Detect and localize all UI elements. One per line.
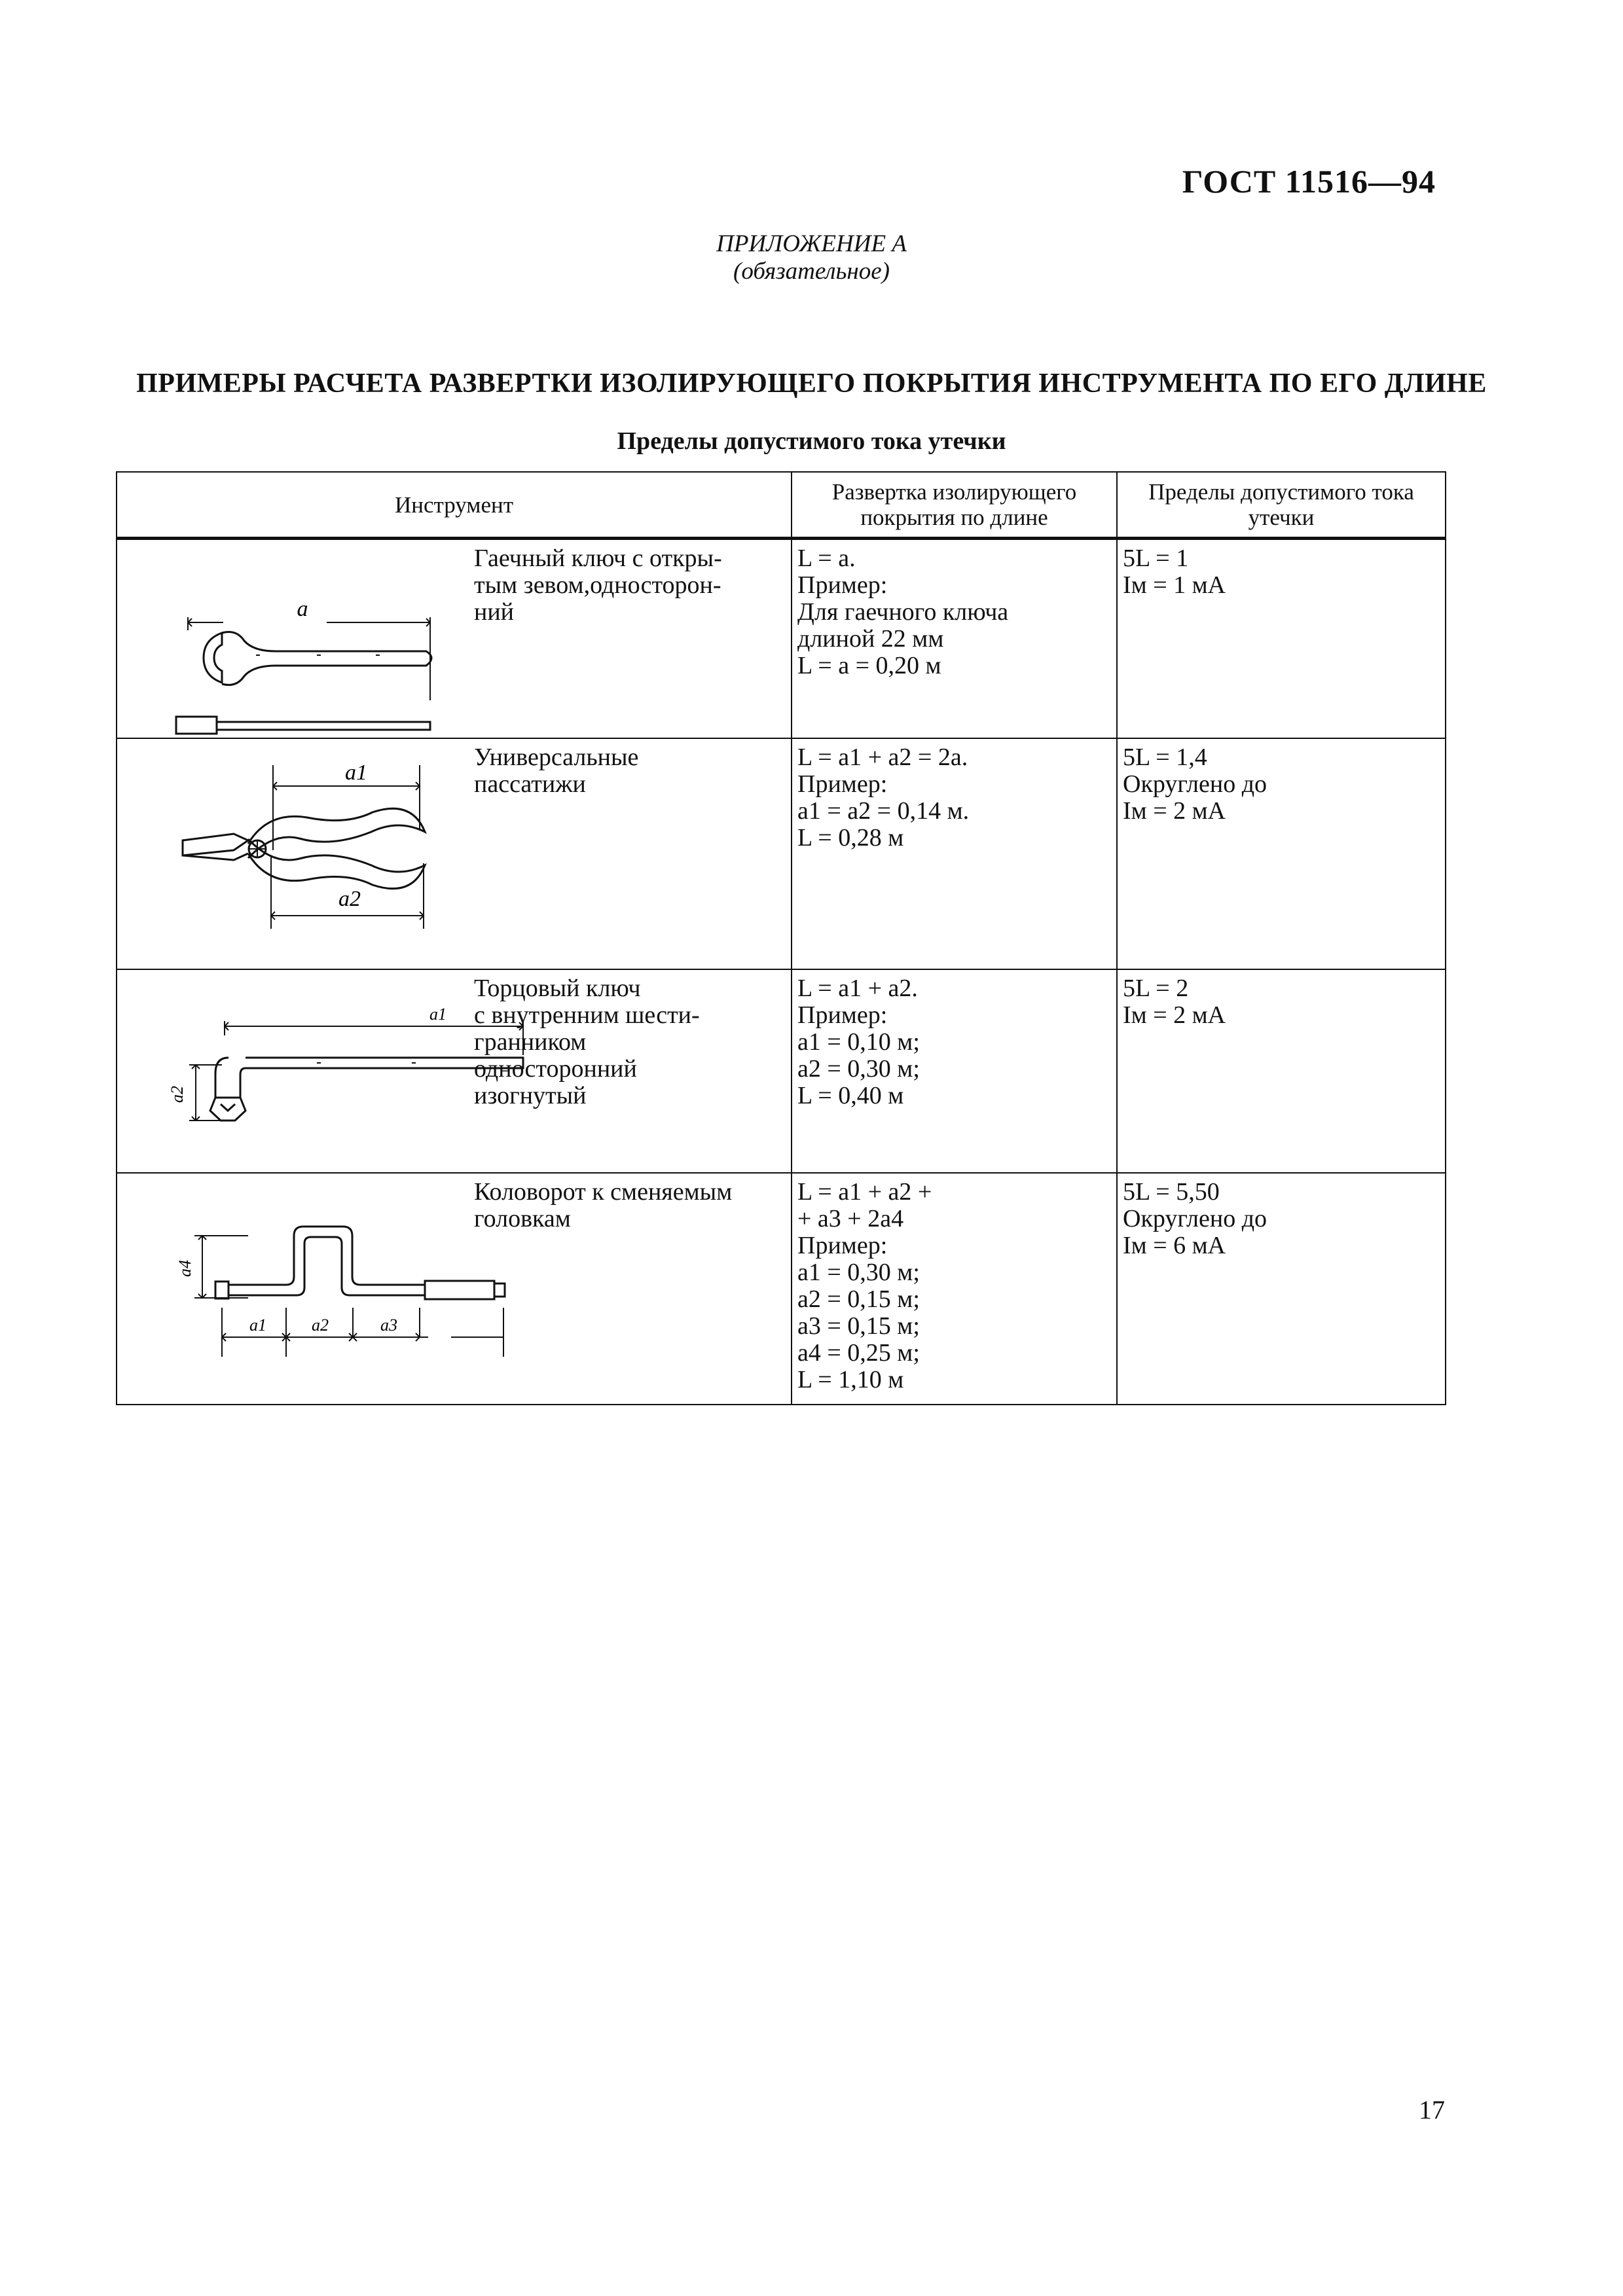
dimension-label-a1: a1	[345, 760, 367, 785]
header-limit: Пределы допустимого тока утечки	[1117, 472, 1446, 539]
formula-text: L = a1 + a2. Пример: a1 = 0,10 м; a2 = 0,30 м; L = 0,40 м	[797, 974, 920, 1109]
dimension-label-a4: a4	[175, 1259, 194, 1277]
limit-text: 5L = 1 Iм = 1 мА	[1123, 545, 1226, 599]
dimension-label-a2: a2	[312, 1315, 329, 1335]
appendix-status: (обязательное)	[733, 258, 890, 285]
document-code: ГОСТ 11516—94	[1182, 163, 1436, 200]
tool-cell	[117, 969, 792, 1173]
limit-cell	[1117, 738, 1446, 969]
tool-cell	[117, 1173, 792, 1405]
dimension-label-a3: a3	[380, 1315, 397, 1335]
table-row	[117, 738, 1446, 969]
limit-text: 5L = 1,4 Округлено до Iм = 2 мА	[1123, 743, 1267, 825]
formula-cell	[792, 539, 1117, 738]
page-number: 17	[1419, 2095, 1445, 2125]
formula-cell	[792, 1173, 1117, 1405]
header-formula: Развертка изолирующего покрытия по длине	[792, 472, 1117, 539]
table-caption: Пределы допустимого тока утечки	[617, 427, 1006, 455]
limit-cell	[1117, 539, 1446, 738]
table-row	[117, 539, 1446, 738]
appendix-label: ПРИЛОЖЕНИЕ А	[716, 230, 907, 257]
leakage-table	[116, 471, 1446, 1405]
appendix-heading	[0, 230, 1623, 285]
limit-text: 5L = 2 Iм = 2 мА	[1123, 974, 1226, 1029]
table-row	[117, 969, 1446, 1173]
tool-name: Торцовый ключ с внутренним шести- гранником односторонний изогнутый	[474, 974, 700, 1109]
page-title: ПРИМЕРЫ РАСЧЕТА РАЗВЕРТКИ ИЗОЛИРУЮЩЕГО ПОКРЫТИЯ ИНСТРУМЕНТА ПО ЕГО ДЛИНЕ	[136, 368, 1487, 399]
header-tool: Инструмент	[117, 472, 792, 539]
table-header-row	[117, 472, 1446, 539]
dimension-label-a2: a2	[168, 1085, 187, 1103]
limit-cell	[1117, 1173, 1446, 1405]
formula-cell	[792, 738, 1117, 969]
table-row	[117, 1173, 1446, 1405]
dimension-label-a1: a1	[249, 1315, 266, 1335]
tool-name: Коловорот к сменяемым головкам	[474, 1177, 733, 1232]
tool-cell	[117, 738, 792, 969]
dimension-label-a: a	[297, 597, 308, 621]
formula-cell	[792, 969, 1117, 1173]
formula-text: L = a1 + a2 = 2a. Пример: a1 = a2 = 0,14 м. L = 0,28 м	[797, 743, 970, 852]
limit-text: 5L = 5,50 Округлено до Iм = 6 мА	[1123, 1177, 1267, 1259]
tool-name: Гаечный ключ с откры- тым зевом,односторон- ний	[474, 545, 722, 626]
limit-cell	[1117, 969, 1446, 1173]
tool-name: Универсальные пассатижи	[474, 743, 639, 798]
formula-text: L = a1 + a2 + + a3 + 2a4 Пример: a1 = 0,30 м; a2 = 0,15 м; a3 = 0,15 м; a4 = 0,25 м; L = 1,10 м	[797, 1177, 932, 1393]
dimension-label-a2: a2	[338, 886, 361, 911]
formula-text: L = a. Пример: Для гаечного ключа длиной 22 мм L = a = 0,20 м	[797, 545, 1009, 679]
tool-cell	[117, 539, 792, 738]
dimension-label-a1: a1	[429, 1004, 447, 1024]
